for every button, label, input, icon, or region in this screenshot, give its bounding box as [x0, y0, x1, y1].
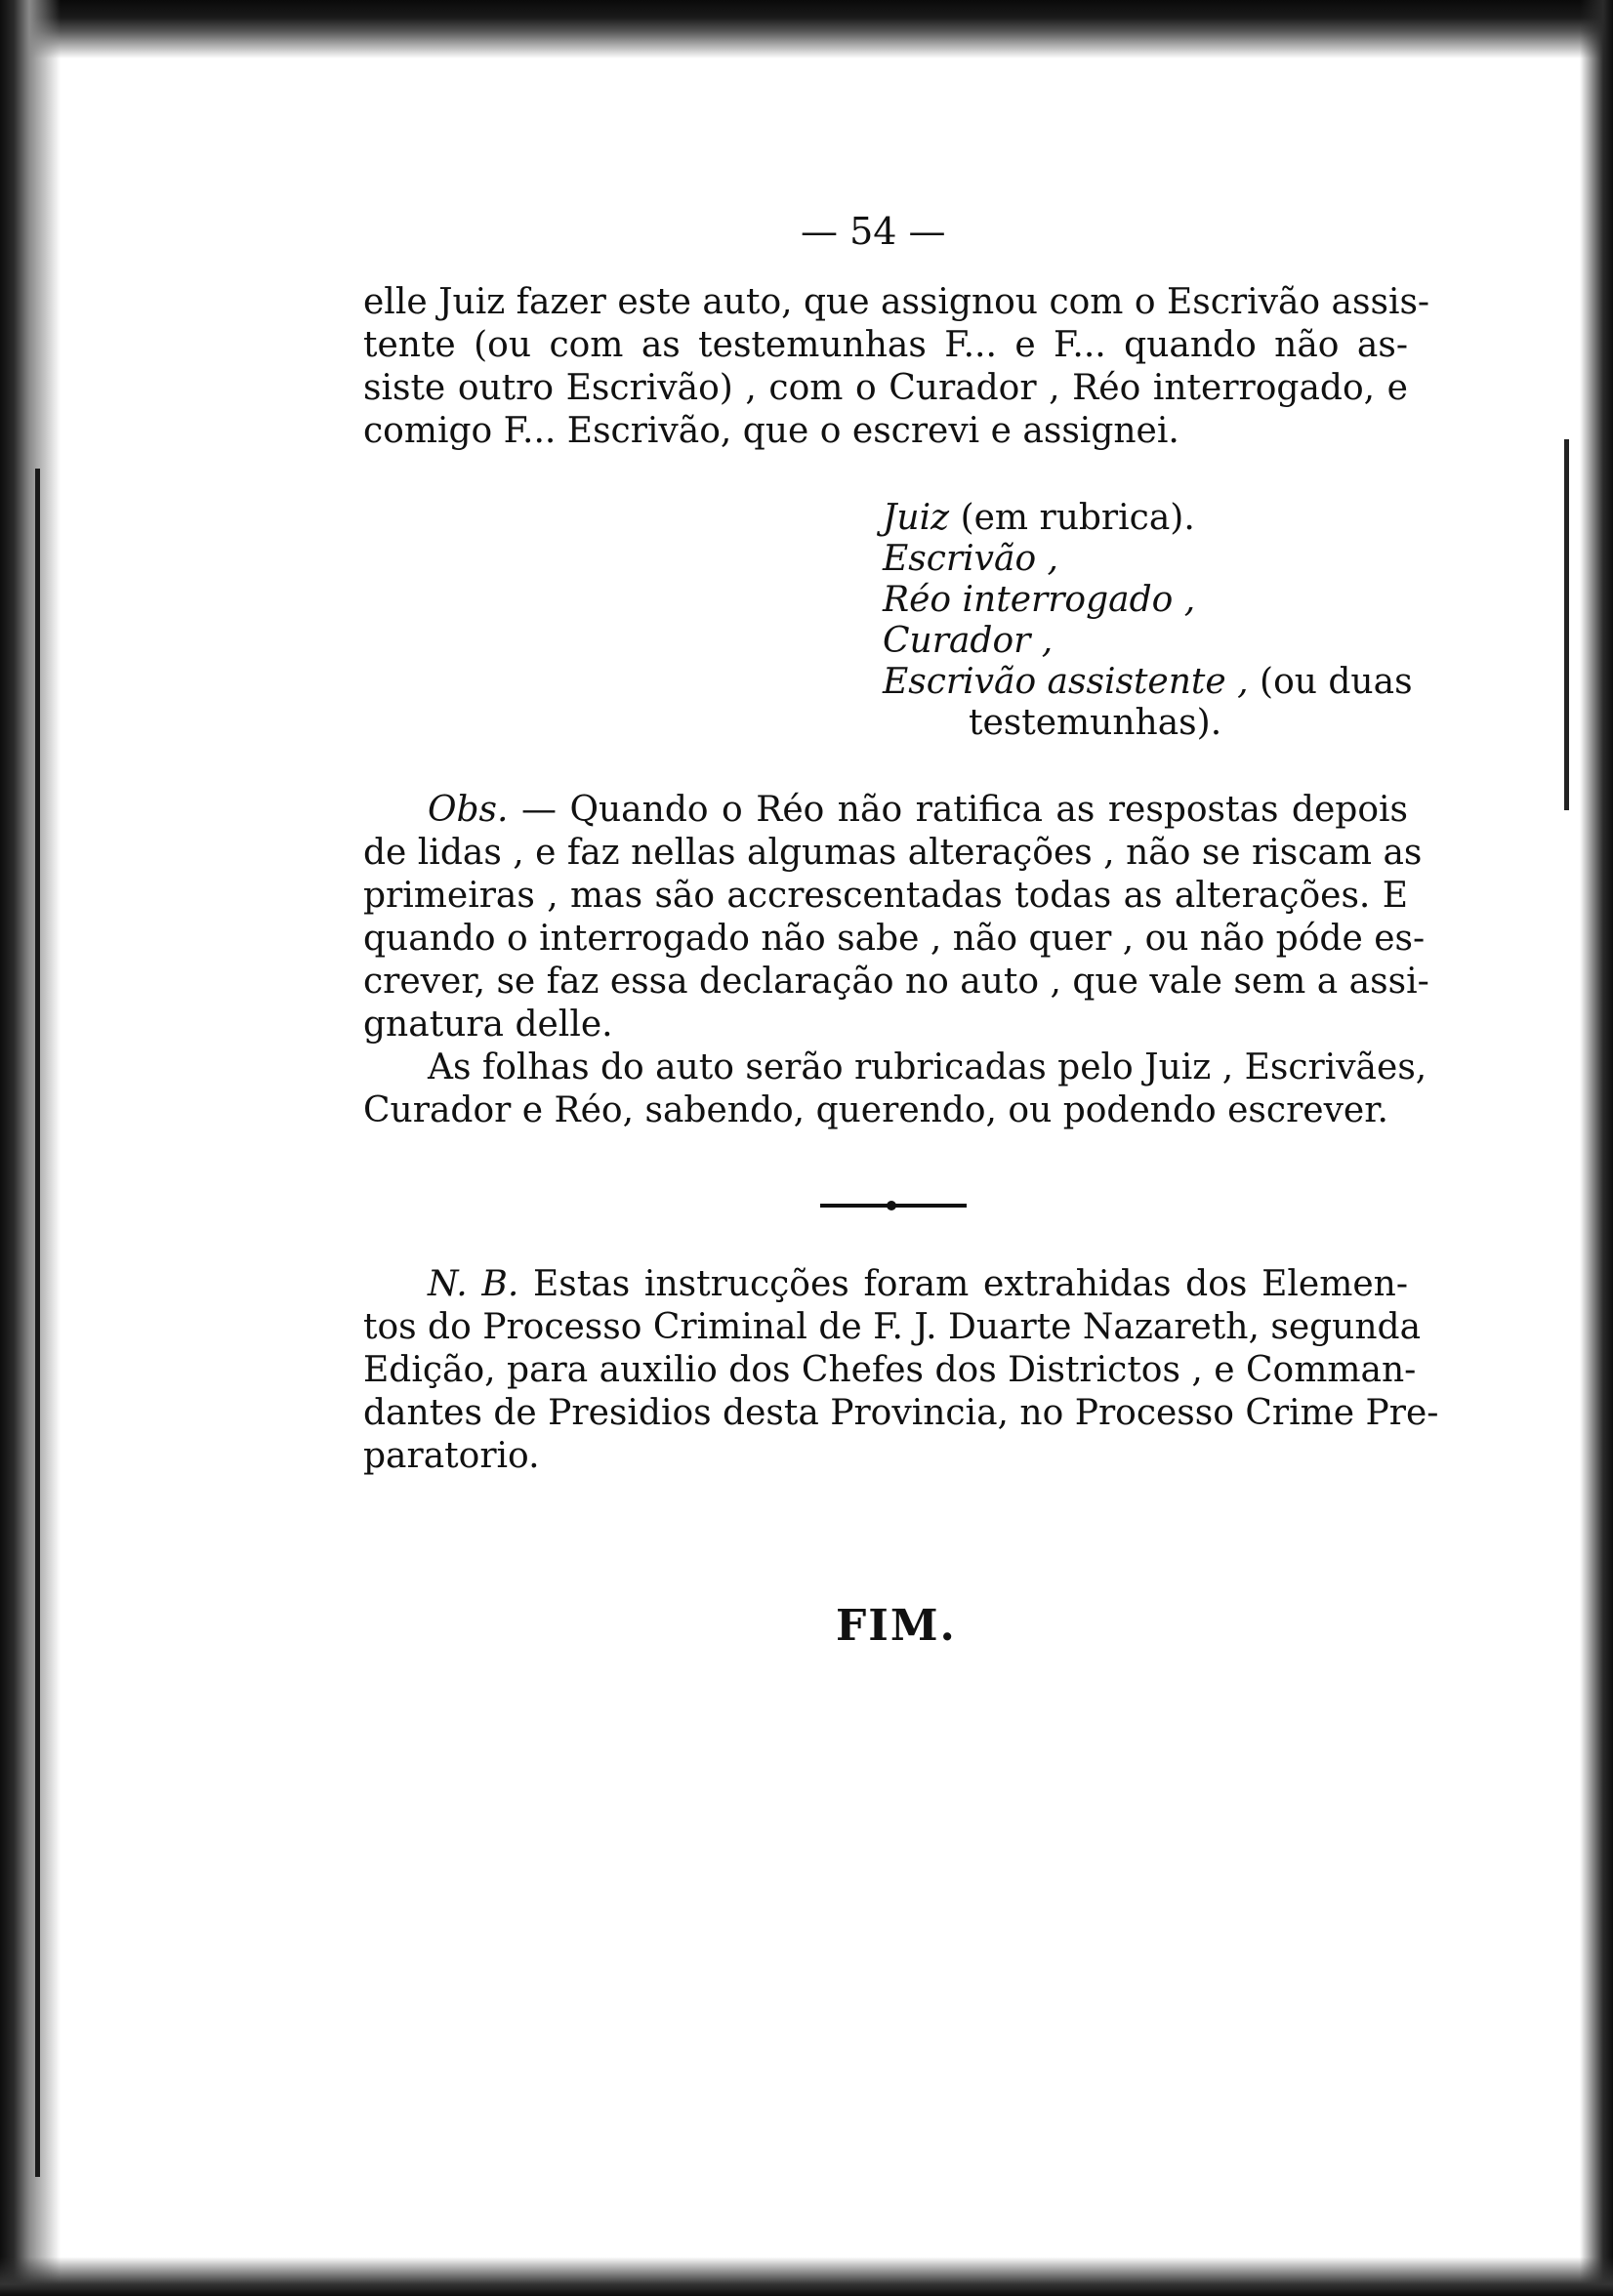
signature-juiz	[883, 498, 1413, 539]
text-line: de lidas , e faz nellas algumas alterações , não se riscam as	[363, 833, 1423, 873]
text-line: elle Juiz fazer este auto, que assignou com o Escrivão assis-	[363, 282, 1430, 322]
text-line	[363, 789, 1408, 832]
text-line: primeiras , mas são accrescentadas todas as alterações. E	[363, 876, 1408, 916]
signature-escrivao-assistente-label: Escrivão assistente ,	[883, 662, 1249, 702]
signature-curador: Curador ,	[883, 621, 1054, 661]
text-line: crever, se faz essa declaração no auto , que vale sem a assi-	[363, 962, 1429, 1002]
end-mark: FIM.	[836, 1601, 957, 1651]
scan-edge-bottom	[0, 2253, 1613, 2296]
nb-label: N. B.	[428, 1264, 519, 1304]
signature-juiz-note: (em rubrica).	[960, 498, 1195, 538]
signature-testemunhas: testemunhas).	[969, 703, 1222, 743]
signature-reo: Réo interrogado ,	[883, 580, 1196, 620]
paragraph-auto	[363, 281, 1430, 453]
text-line: tos do Processo Criminal de F. J. Duarte Nazareth, segunda	[363, 1307, 1422, 1347]
text-line: As folhas do auto serão rubricadas pelo Juiz , Escrivães,	[428, 1047, 1427, 1087]
text-line: paratorio.	[363, 1436, 540, 1476]
signature-juiz-label: Juiz	[883, 498, 950, 538]
scan-edge-top	[0, 0, 1613, 68]
section-divider	[820, 1204, 967, 1208]
text-line: comigo F... Escrivão, que o escrevi e assignei.	[363, 411, 1179, 451]
text-line: quando o interrogado não sabe , não quer , ou não póde es-	[363, 919, 1426, 959]
text-line: tente (ou com as testemunhas F... e F... quando não as-	[363, 325, 1408, 365]
text-line: Edição, para auxilio dos Chefes dos Districtos , e Comman-	[363, 1350, 1417, 1390]
signature-escrivao-assistente-note: (ou duas	[1260, 662, 1413, 702]
page-number: — 54 —	[801, 210, 946, 253]
text-line: gnatura delle.	[363, 1004, 613, 1045]
signature-block	[883, 498, 1413, 744]
text-line: dantes de Presidios desta Provincia, no Processo Crime Pre-	[363, 1393, 1439, 1433]
nb-first-line: Estas instrucções foram extrahidas dos Elemen-	[533, 1264, 1408, 1304]
text-line	[363, 1263, 1408, 1306]
signature-escrivao: Escrivão ,	[883, 539, 1058, 579]
margin-mark-left	[35, 469, 40, 2177]
obs-first-line: — Quando o Réo não ratifica as respostas depois	[520, 790, 1408, 830]
scan-edge-right	[1574, 0, 1613, 2296]
text-line: Curador e Réo, sabendo, querendo, ou podendo escrever.	[363, 1090, 1388, 1130]
signature-escrivao-assistente	[883, 662, 1413, 703]
paragraph-nb	[363, 1263, 1439, 1478]
text-line: siste outro Escrivão) , com o Curador , Réo interrogado, e	[363, 368, 1408, 408]
margin-mark-right	[1564, 439, 1569, 810]
scan-edge-left	[0, 0, 68, 2296]
paragraph-folhas	[363, 1046, 1427, 1132]
obs-label: Obs.	[428, 790, 509, 830]
paragraph-obs	[363, 789, 1429, 1046]
